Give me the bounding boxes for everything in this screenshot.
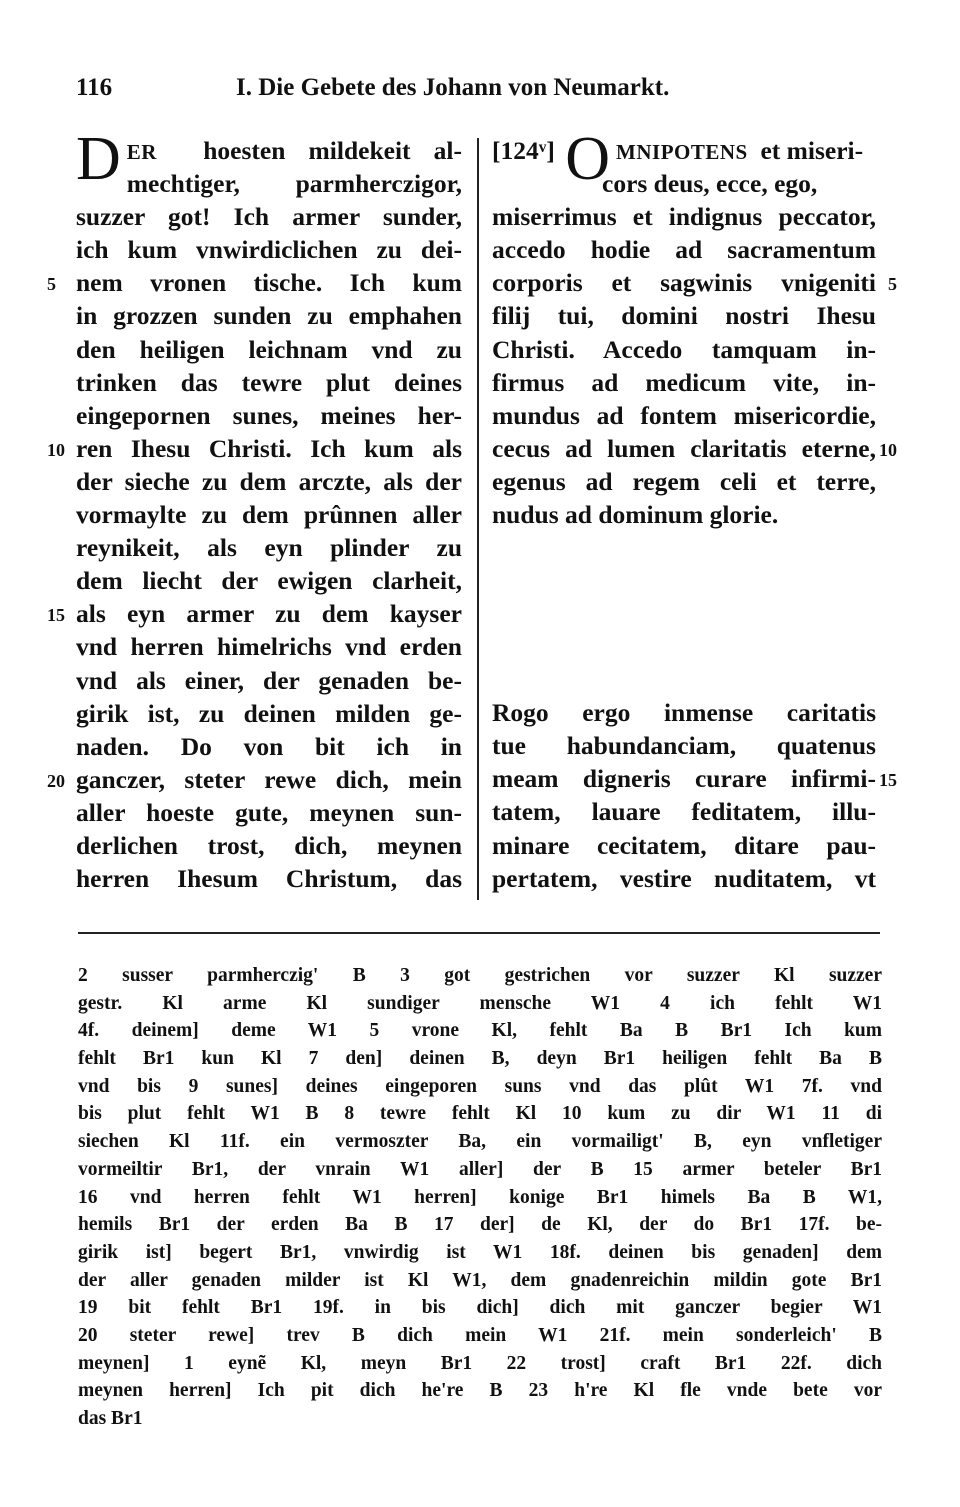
text-line: [47, 597, 462, 630]
text-line: [76, 233, 462, 266]
running-title: I. Die Gebete des Johann von Neumarkt.: [236, 74, 670, 101]
line-text: minare cecitatem, ditare pau-: [492, 830, 876, 860]
text-line: [76, 465, 462, 498]
footnote-line: 20 steter rewe] trev B dich mein W1 21f. mein sonderleich' B: [78, 1324, 882, 1346]
text-line: [492, 266, 897, 299]
line-text: in grozzen sunden zu emphahen: [76, 301, 462, 331]
text-line: [492, 862, 876, 895]
text-line: [76, 630, 462, 663]
footnote-line: bis plut fehlt W1 B 8 tewre fehlt Kl 10 kum zu dir W1 11 di: [78, 1103, 882, 1125]
line-text: mundus ad fontem misericordie,: [492, 400, 876, 430]
text-line: [76, 299, 462, 332]
text-line: [492, 432, 897, 465]
text-line: [76, 697, 462, 730]
first-word-rest: ER: [126, 140, 157, 164]
line-text: pertatem, vestire nuditatem, vt: [492, 863, 876, 893]
line-text: Rogo ergo inmense caritatis: [492, 698, 876, 728]
text-line: [492, 233, 876, 266]
text-line: [76, 730, 462, 763]
text-line: [76, 564, 462, 597]
line-text: hoesten mildekeit al-: [203, 136, 463, 165]
text-line: [492, 366, 876, 399]
line-text: derlichen trost, dich, meynen: [76, 830, 462, 860]
line-text: naden. Do von bit ich in: [76, 731, 462, 761]
footnote-line: 4f. deinem] deme W1 5 vrone Kl, fehlt Ba B Br1 Ich kum: [78, 1020, 882, 1042]
latin-lines-bottom: [492, 696, 897, 895]
drop-capital: O: [565, 125, 611, 193]
german-lines: [47, 167, 462, 895]
footnote-line: 2 susser parmherczig' B 3 got gestrichen vor suzzer Kl suzzer: [78, 965, 882, 986]
text-line: [492, 465, 876, 498]
latin-text-column: [492, 125, 897, 895]
text-line: [76, 664, 462, 697]
first-word-rest: MNIPOTENS: [616, 140, 748, 164]
text-line: [76, 796, 462, 829]
footnote-line: meynen herren] Ich pit dich he're B 23 h're Kl fle vnde bete vor: [78, 1380, 882, 1402]
latin-lines-top: [492, 167, 897, 531]
folio-reference: [124ᵛ]: [492, 136, 555, 165]
text-line: [492, 167, 876, 200]
line-text: trinken das tewre plut deines: [76, 367, 462, 397]
text-line: [492, 696, 876, 729]
text-line: [76, 862, 462, 895]
line-text: vnd herren himelrichs vnd erden: [76, 632, 462, 662]
line-text: cecus ad lumen claritatis eterne,: [492, 433, 876, 463]
line-text: aller hoeste gute, meynen sun-: [76, 797, 462, 827]
page-header: [76, 74, 884, 114]
text-line: [76, 829, 462, 862]
page-number: 116: [76, 74, 113, 101]
line-text: egenus ad regem celi et terre,: [492, 466, 876, 496]
line-number: 10: [879, 439, 897, 460]
footnote-line: hemils Br1 der erden Ba B 17 der] de Kl, der do Br1 17f. be-: [78, 1214, 882, 1236]
text-line: [76, 167, 462, 200]
line-text: miserrimus et indignus peccator,: [492, 202, 876, 232]
line-text: ganczer, steter rewe dich, mein: [76, 764, 462, 794]
footnote-line: gestr. Kl arme Kl sundiger mensche W1 4 ich fehlt W1: [78, 992, 882, 1014]
line-text: firmus ad medicum vite, in-: [492, 367, 876, 397]
line-text: tatem, lauare feditatem, illu-: [492, 797, 876, 827]
text-line: [47, 432, 462, 465]
text-line: [492, 399, 876, 432]
line-text: vormaylte zu dem prûnnen aller: [76, 500, 462, 530]
text-line: [492, 729, 876, 762]
text-line: [47, 266, 462, 299]
line-text: suzzer got! Ich armer sunder,: [76, 202, 462, 232]
footnote-line: 19 bit fehlt Br1 19f. in bis dich] dich mit ganczer begier W1: [78, 1297, 882, 1319]
line-text: dem liecht der ewigen clarheit,: [76, 566, 462, 596]
line-text: accedo hodie ad sacramentum: [492, 235, 876, 265]
footnote-rule: [78, 932, 880, 934]
footnote-line: fehlt Br1 kun Kl 7 den] deinen B, deyn Br1 heiligen fehlt Ba B: [78, 1048, 882, 1070]
footnote-line: vnd bis 9 sunes] deines eingeporen suns vnd das plût W1 7f. vnd: [78, 1075, 882, 1097]
text-line: [492, 795, 876, 828]
text-line: [492, 200, 876, 233]
line-text: cors deus, ecce, ego,: [602, 169, 818, 199]
line-number: 5: [47, 274, 56, 295]
line-text: girik ist, zu deinen milden ge-: [76, 698, 462, 728]
footnote-line: der aller genaden milder ist Kl W1, dem gnadenreichin mildin gote Br1: [78, 1269, 882, 1291]
text-line: [492, 333, 876, 366]
column-gap: [492, 531, 876, 696]
text-line: [492, 498, 876, 531]
line-number: 20: [47, 770, 65, 791]
line-number: 15: [47, 605, 65, 626]
line-text: nem vronen tische. Ich kum: [76, 268, 462, 298]
footnote-line: meynen] 1 eynẽ Kl, meyn Br1 22 trost] craft Br1 22f. dich: [78, 1352, 882, 1374]
line-text: meam digneris curare infirmi-: [492, 764, 876, 794]
footnote-line: siechen Kl 11f. ein vermoszter Ba, ein vormailigt' B, eyn vnfletiger: [78, 1131, 882, 1153]
line-text: reynikeit, als eyn plinder zu: [76, 533, 462, 563]
line-text: mechtiger, parmherczigor,: [126, 169, 462, 199]
line-text: filij tui, domini nostri Ihesu: [492, 301, 876, 331]
footnote-lines: [78, 962, 882, 1433]
footnote-line: vormeiltir Br1, der vnrain W1 aller] der B 15 armer beteler Br1: [78, 1158, 882, 1180]
drop-capital: D: [76, 125, 121, 193]
text-line: [76, 498, 462, 531]
text-line: [76, 333, 462, 366]
line-number: 15: [879, 770, 897, 791]
line-text: ren Ihesu Christi. Ich kum als: [76, 433, 462, 463]
line-text: den heiligen leichnam vnd zu: [76, 334, 462, 364]
line-text: ich kum vnwirdiclichen zu dei-: [76, 235, 462, 265]
critical-apparatus: [78, 962, 882, 1433]
text-line: [76, 399, 462, 432]
text-line: [492, 762, 897, 795]
line-text: et miseri-: [760, 136, 864, 165]
line-number: 10: [47, 439, 65, 460]
footnote-line: girik ist] begert Br1, vnwirdig ist W1 18f. deinen bis genaden] dem: [78, 1241, 882, 1263]
footnote-line: das Br1: [78, 1408, 143, 1429]
line-text: nudus ad dominum glorie.: [492, 500, 779, 530]
text-line: [76, 531, 462, 564]
text-line: [492, 299, 876, 332]
line-text: corporis et sagwinis vnigeniti: [492, 268, 876, 298]
line-text: vnd als einer, der genaden be-: [76, 665, 462, 695]
line-text: als eyn armer zu dem kayser: [76, 599, 462, 629]
text-line: [76, 200, 462, 233]
footnote-line: 16 vnd herren fehlt W1 herren] konige Br1 himels Ba B W1,: [78, 1186, 882, 1208]
line-text: herren Ihesum Christum, das: [76, 864, 462, 894]
text-line: [76, 366, 462, 399]
line-text: Christi. Accedo tamquam in-: [492, 334, 876, 364]
line-number: 5: [888, 274, 897, 295]
text-line: [47, 763, 462, 796]
line-text: der sieche zu dem arczte, als der: [76, 466, 462, 496]
text-line: [492, 829, 876, 862]
german-text-column: [47, 125, 463, 895]
column-divider: [477, 138, 479, 900]
line-text: tue habundanciam, quatenus: [492, 731, 876, 761]
line-text: eingepornen sunes, meines her-: [76, 400, 462, 430]
